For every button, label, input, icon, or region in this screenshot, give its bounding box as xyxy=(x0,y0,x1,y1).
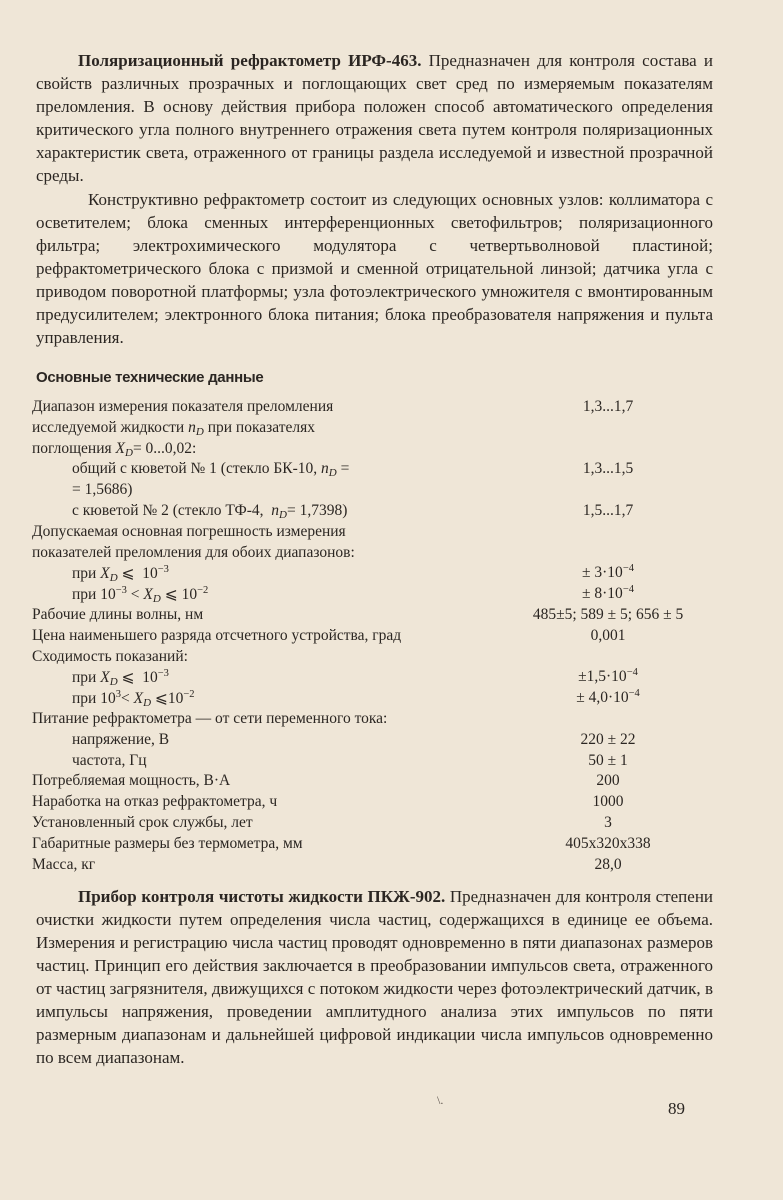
pkzh-title: Прибор контроля чистоты жидкости ПКЖ-902. xyxy=(78,887,446,906)
spec-value: 485±5; 589 ± 5; 656 ± 5 xyxy=(532,605,684,623)
spec-row-mass xyxy=(32,856,732,877)
spec-label: Цена наименьшего разряда отсчетного устройства, град xyxy=(32,626,402,644)
pkzh-text: Предназначен для контроля степени очистки жидкости путем определения числа частиц, содержащихся в единице ее объема. Измерения и регистрацию числа частиц проводят одновременно в пяти диапазонах размеров частиц. Принцип его действия заключается в преобразовании импульсов света, отраженного от частиц загрязнителя, движущихся с потоком жидкости через фотоэлектрический датчик, в импульсы напряжения, проведении амплитудного анализа этих импульсов по пяти размерным диапазонам и дальнейшей цифровой индикации числа импульсов одновременно по всем диапазонам. xyxy=(36,887,714,1067)
spec-label: Рабочие длины волны, нм xyxy=(32,605,204,623)
spec-value: 1000 xyxy=(592,793,624,811)
spec-row-dimensions xyxy=(32,835,732,856)
spec-row-cuvette1-cont xyxy=(32,481,732,502)
spec-value: ± $3\cdot 10^{-4}$ xyxy=(582,563,634,582)
spec-label: Габаритные размеры без термометра, мм xyxy=(32,834,303,852)
spec-table xyxy=(32,398,732,876)
spec-label: общий с кюветой № 1 (стекло БК-10, $n_D$ = xyxy=(72,460,350,480)
intro-paragraph xyxy=(36,49,713,187)
spec-heading: Основные технические данные xyxy=(36,369,264,386)
page-number: 89 xyxy=(668,1099,685,1118)
spec-label: при $10^3< X_D$ $⩽10^{-2}$ xyxy=(72,689,195,710)
spec-row-consumption xyxy=(32,772,732,793)
spec-label: Диапазон измерения показателя преломления xyxy=(32,398,334,415)
spec-row-convergence xyxy=(32,648,732,669)
spec-row-resolution xyxy=(32,627,732,648)
spec-label: напряжение, В xyxy=(72,730,170,748)
spec-row-power-supply xyxy=(32,710,732,731)
spec-row-lifetime xyxy=(32,814,732,835)
spec-row-voltage xyxy=(32,731,732,752)
spec-row-range-cont xyxy=(32,440,732,461)
spec-label: Потребляемая мощность, В·А xyxy=(32,772,231,790)
spec-label: с кюветой № 2 (стекло ТФ-4, $n_D= 1,7398$) xyxy=(72,501,348,521)
spec-value: 1,5...1,7 xyxy=(582,501,634,519)
spec-row-frequency xyxy=(32,752,732,773)
spec-row-error-1 xyxy=(32,564,732,585)
spec-value: 220 ± 22 xyxy=(580,730,636,748)
intro-text: Предназначен для контроля состава и свойств различных прозрачных и поглощающих свет сред по измеряемым показателям преломления. В основу действия прибора положен способ автоматического определения критического угла полного внутреннего отражения света путем контроля поляризационных характеристик света, отраженного от границы раздела исследуемой и известной прозрачной среды. xyxy=(36,51,713,185)
spec-value: $\pm 1,5\cdot 10^{-4}$ xyxy=(578,667,638,686)
spec-label: показателей преломления для обоих диапазонов: xyxy=(32,543,355,561)
intro-title: Поляризационный рефрактометр ИРФ-463. xyxy=(78,51,422,70)
construction-paragraph: Конструктивно рефрактометр состоит из следующих основных узлов: коллиматора с осветителем; блока сменных интерференционных светофильтров; поляризационного фильтра; электрохимического модулятора с четвертьволновой пластиной; рефрактометрического блока с призмой и сменной отрицательной линзой; датчика угла с приводом поворотной платформы; узла фотоэлектрического умножителя с вмонтированным предусилителем; электронного блока питания; блока преобразователя напряжения и пульта управления. xyxy=(36,190,713,347)
spec-value: 1,3...1,7 xyxy=(582,398,634,415)
spec-label: Сходимость показаний: xyxy=(32,647,188,665)
spec-label: при $10^{-3} < X_D$ ⩽ $10^{-2}$ xyxy=(72,585,209,606)
spec-label: частота, Гц xyxy=(72,751,147,769)
spec-label: исследуемой жидкости $n_D$ при показателях xyxy=(32,418,315,438)
spec-label: Установленный срок службы, лет xyxy=(32,813,253,831)
spec-row-cuvette1 xyxy=(32,460,732,481)
spec-row-range-cont xyxy=(32,419,732,440)
spec-row-wavelength xyxy=(32,606,732,627)
spec-value: ± $4,0\cdot 10^{-4}$ xyxy=(576,688,640,707)
spec-row-mtbf xyxy=(32,793,732,814)
spec-row-error-cont xyxy=(32,544,732,565)
spec-value: 0,001 xyxy=(590,626,626,644)
spec-label: Питание рефрактометра — от сети переменного тока: xyxy=(32,709,388,727)
pkzh-paragraph xyxy=(36,885,713,1069)
spec-value: 3 xyxy=(604,813,612,831)
spec-label: Допускаемая основная погрешность измерения xyxy=(32,522,346,540)
spec-value: 200 xyxy=(596,772,620,790)
spec-row-range xyxy=(32,398,732,419)
spec-value: ± $8\cdot 10^{-4}$ xyxy=(582,584,634,603)
spec-label: при $X_D$ ⩽ $10^{-3}$ xyxy=(72,564,169,585)
spec-label: = 1,5686) xyxy=(72,481,133,499)
spec-label: при $X_D$ ⩽ $10^{-3}$ xyxy=(72,668,169,689)
stray-mark: \. xyxy=(437,1093,444,1107)
spec-label: поглощения $X_D= 0...0,02$: xyxy=(32,439,197,459)
spec-row-error-2 xyxy=(32,585,732,606)
spec-row-cuvette2 xyxy=(32,502,732,523)
spec-label: Масса, кг xyxy=(32,855,96,873)
spec-value: 28,0 xyxy=(594,855,622,873)
spec-row-convergence-2 xyxy=(32,689,732,710)
spec-value: 405x320x338 xyxy=(565,834,651,852)
spec-value: 1,3...1,5 xyxy=(582,460,634,478)
spec-value: 50 ± 1 xyxy=(588,751,628,769)
spec-label: Наработка на отказ рефрактометра, ч xyxy=(32,793,278,811)
spec-row-convergence-1 xyxy=(32,668,732,689)
spec-row-error xyxy=(32,523,732,544)
